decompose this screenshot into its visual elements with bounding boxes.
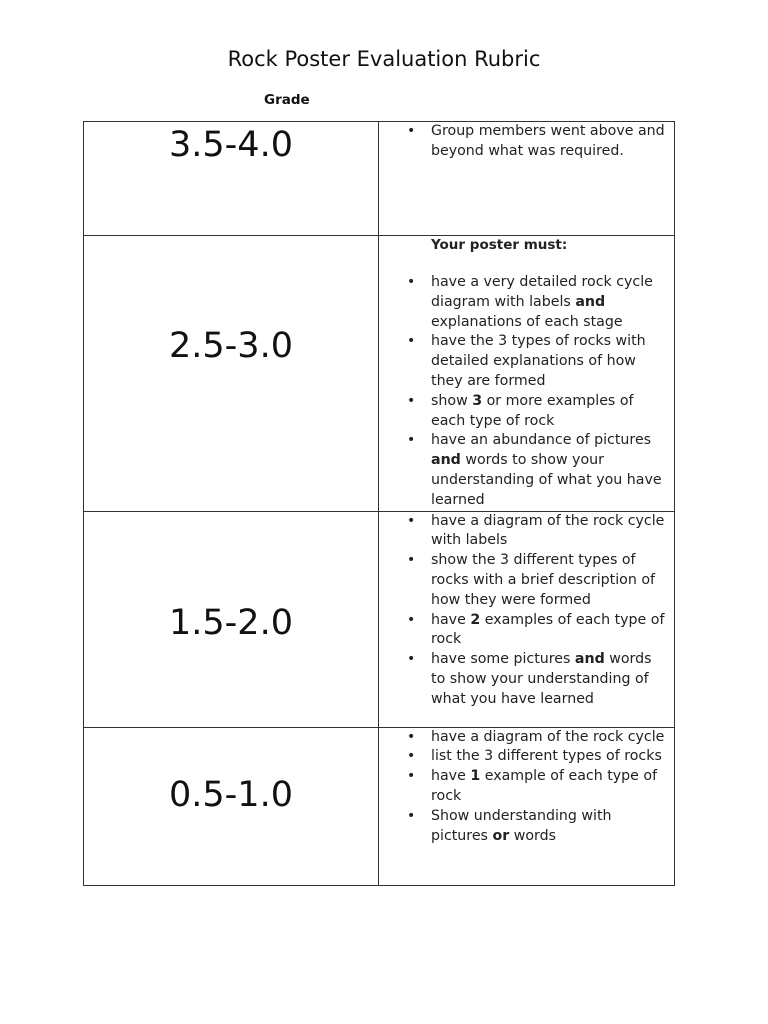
rubric-table [83, 121, 675, 886]
criteria-text: list the 3 different types of rocks [431, 748, 662, 765]
criteria-content [379, 728, 674, 847]
criteria-text: have a diagram of the rock cycle with labels [431, 512, 665, 549]
criteria-item [379, 747, 674, 767]
document-title: Rock Poster Evaluation Rubric [227, 47, 541, 71]
grade-cell [84, 236, 379, 512]
emphasis-text: or [492, 827, 510, 844]
criteria-text: show the 3 different types of rocks with a brief description of how they were formed [431, 552, 656, 608]
emphasis-text: 2 [470, 611, 481, 628]
criteria-cell [379, 236, 675, 512]
criteria-item [379, 273, 674, 332]
criteria-cell [379, 122, 675, 236]
criteria-item [379, 122, 674, 162]
criteria-text: have [431, 611, 471, 628]
criteria-item [379, 392, 674, 432]
criteria-item [379, 431, 674, 510]
criteria-item [379, 551, 674, 610]
criteria-text: words to show your understanding of what you have learned [431, 651, 652, 707]
criteria-list [379, 273, 674, 511]
criteria-item [379, 767, 674, 807]
criteria-text: or more examples of each type of rock [431, 392, 634, 429]
grade-cell [84, 511, 379, 727]
criteria-text: Show understanding with pictures [431, 807, 612, 844]
criteria-text: have the 3 types of rocks with detailed explanations of how they are formed [431, 333, 646, 389]
criteria-text: examples of each type of rock [431, 611, 665, 648]
criteria-item [379, 611, 674, 651]
criteria-text: words to show your understanding of what you have learned [431, 452, 662, 508]
criteria-item [379, 807, 674, 847]
criteria-list [379, 512, 674, 710]
criteria-content [379, 236, 674, 511]
emphasis-text: and [574, 651, 605, 668]
rubric-row [84, 236, 675, 512]
criteria-text: have some pictures [431, 651, 575, 668]
criteria-item [379, 512, 674, 552]
criteria-content [379, 122, 674, 162]
criteria-text: have a very detailed rock cycle diagram with labels [431, 274, 653, 310]
criteria-text: have a diagram of the rock cycle [431, 728, 665, 745]
grade-cell [84, 727, 379, 885]
criteria-content [379, 512, 674, 710]
criteria-text: have [431, 768, 471, 785]
grade-range: 3.5-4.0 [169, 125, 293, 165]
criteria-text: words [509, 827, 556, 844]
emphasis-text: 3 [472, 392, 483, 409]
criteria-text: have an abundance of pictures [431, 432, 652, 449]
emphasis-text: 1 [470, 768, 481, 785]
grade-cell [84, 122, 379, 236]
rubric-row [84, 122, 675, 236]
criteria-cell [379, 727, 675, 885]
grade-range: 2.5-3.0 [169, 326, 293, 366]
rubric-row [84, 511, 675, 727]
emphasis-text: and [431, 452, 461, 469]
criteria-item [379, 332, 674, 391]
criteria-list [379, 122, 674, 162]
criteria-text: explanations of each stage [431, 313, 623, 330]
criteria-text: Group members went above and beyond what was required. [431, 123, 665, 159]
emphasis-text: and [575, 293, 606, 310]
grade-column-header: Grade [264, 92, 310, 108]
criteria-item [379, 728, 674, 748]
grade-range: 0.5-1.0 [169, 774, 293, 815]
criteria-list [379, 728, 674, 847]
rubric-row [84, 727, 675, 885]
criteria-text: show [431, 392, 473, 409]
grade-range: 1.5-2.0 [169, 602, 293, 643]
criteria-text: example of each type of rock [431, 768, 658, 804]
criteria-item [379, 650, 674, 709]
criteria-cell [379, 511, 675, 727]
criteria-lead: Your poster must: [431, 237, 568, 253]
